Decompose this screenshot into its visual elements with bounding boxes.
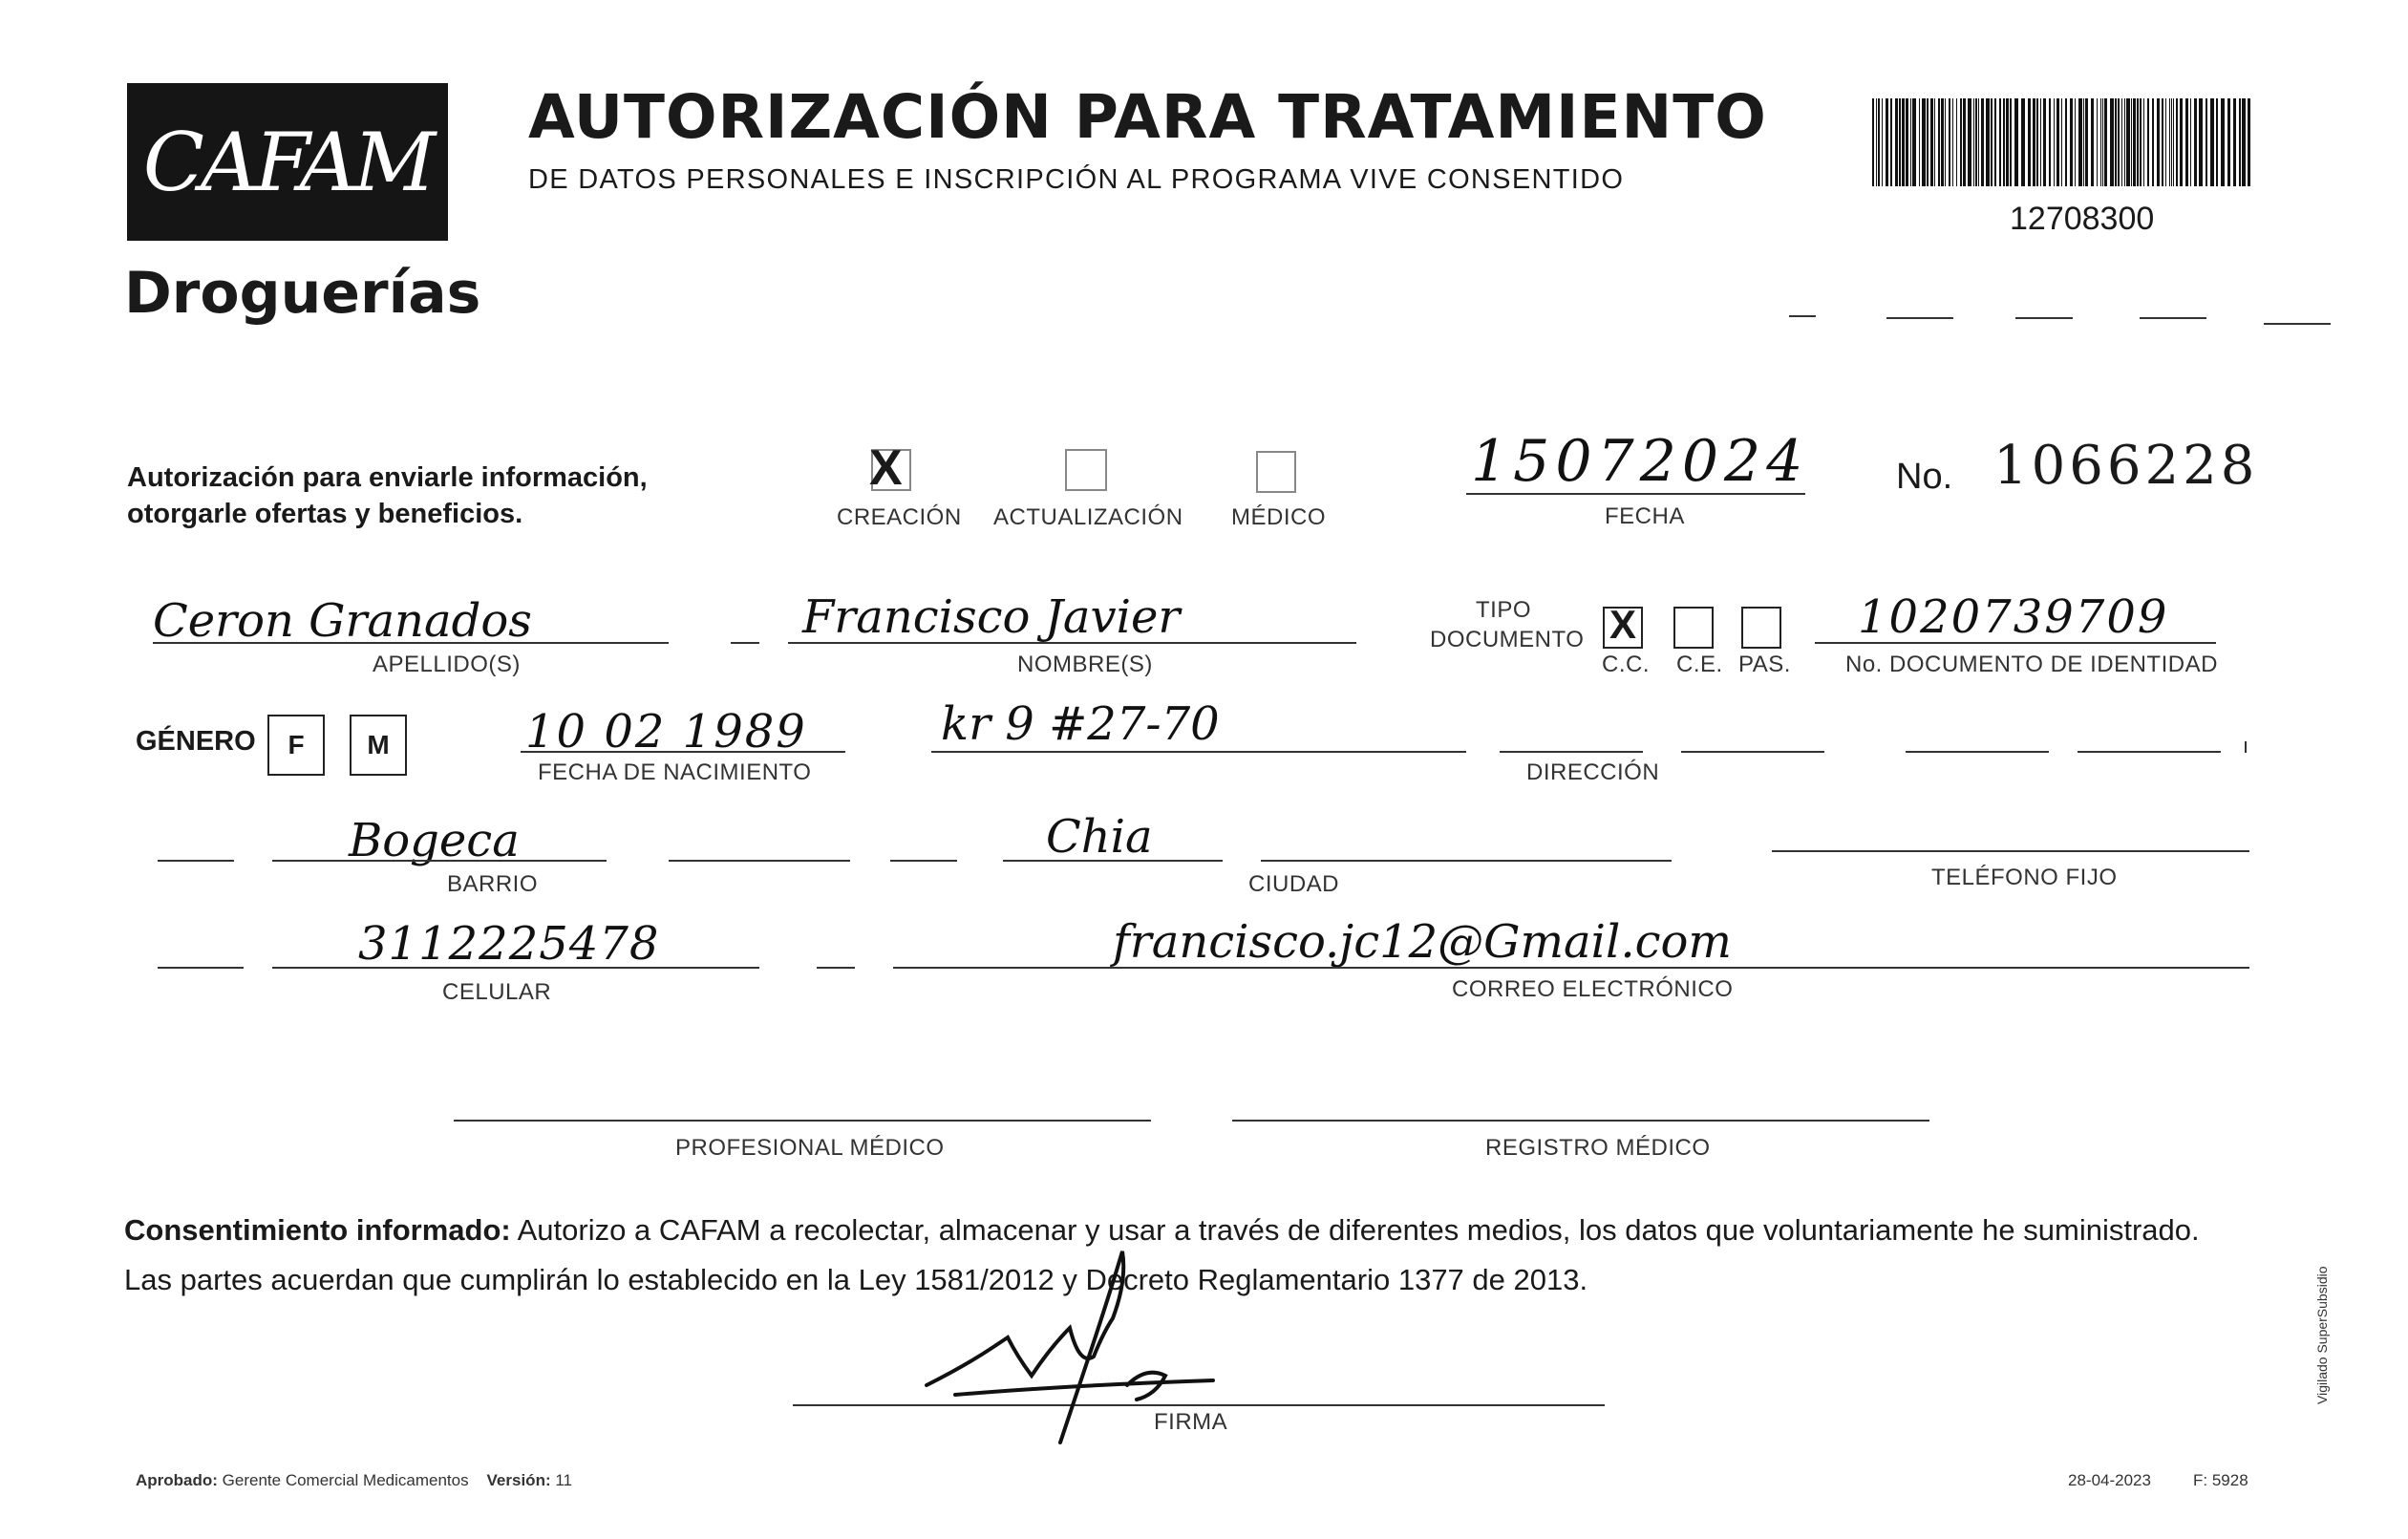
- version-label: Versión:: [486, 1471, 551, 1489]
- footer-form-code: F: 5928: [2193, 1471, 2248, 1489]
- fecha-label: FECHA: [1605, 503, 1685, 529]
- form-number: 1066228: [1993, 435, 2259, 497]
- pas-label: PAS.: [1738, 652, 1791, 677]
- apellidos-value[interactable]: Ceron Granados: [153, 594, 532, 648]
- authorization-text-2: otorgarle ofertas y beneficios.: [127, 499, 523, 529]
- registro-label: REGISTRO MÉDICO: [1485, 1135, 1711, 1161]
- cc-label: C.C.: [1602, 652, 1650, 677]
- consent-text-2: Las partes acuerdan que cumplirán lo establecido en la Ley 1581/2012 y Decreto Reglamentario 1377 de 2013.: [124, 1263, 1588, 1296]
- authorization-text-1: Autorización para enviarle información,: [127, 462, 648, 493]
- aprobado-value: Gerente Comercial Medicamentos: [222, 1471, 469, 1489]
- consent-text-1: Autorizo a CAFAM a recolectar, almacenar y usar a través de diferentes medios, los datos que voluntariamente he suministrado.: [517, 1213, 2200, 1247]
- email-label: CORREO ELECTRÓNICO: [1452, 976, 1734, 1002]
- email-value[interactable]: francisco.jc12@Gmail.com: [1113, 915, 1732, 969]
- pas-checkbox[interactable]: [1741, 607, 1781, 649]
- ce-label: C.E.: [1676, 652, 1723, 677]
- nombres-value[interactable]: Francisco Javier: [802, 590, 1181, 644]
- side-note-container: [2314, 1213, 2333, 1404]
- medico-label: MÉDICO: [1231, 504, 1326, 530]
- tipo-label: TIPO: [1476, 597, 1532, 623]
- genero-f-box[interactable]: F: [267, 715, 325, 776]
- version-value: 11: [555, 1471, 573, 1489]
- city-value[interactable]: Chia: [1046, 810, 1153, 864]
- barcode: [1872, 98, 2254, 186]
- cc-mark: X: [1609, 602, 1637, 647]
- genero-m-box[interactable]: M: [350, 715, 407, 776]
- profesional-label: PROFESIONAL MÉDICO: [675, 1135, 945, 1161]
- nombres-label: NOMBRE(S): [1017, 652, 1153, 677]
- creacion-label: CREACIÓN: [837, 504, 962, 530]
- doc-number-label: No. DOCUMENTO DE IDENTIDAD: [1845, 652, 2218, 677]
- signature-label: FIRMA: [1154, 1409, 1228, 1435]
- ce-checkbox[interactable]: [1673, 607, 1714, 649]
- form-title: AUTORIZACIÓN PARA TRATAMIENTO: [528, 82, 1767, 152]
- cafam-logo: CAFAM: [142, 115, 433, 209]
- logo-subtitle: Droguerías: [124, 260, 481, 327]
- birth-label: FECHA DE NACIMIENTO: [538, 759, 812, 785]
- form-subtitle: DE DATOS PERSONALES E INSCRIPCIÓN AL PROGRAMA VIVE CONSENTIDO: [528, 164, 1625, 195]
- mobile-label: CELULAR: [442, 979, 552, 1005]
- mobile-value[interactable]: 3112225478: [358, 917, 660, 971]
- number-label: No.: [1896, 457, 1953, 497]
- footer-date: 28-04-2023: [2068, 1471, 2151, 1489]
- side-note: Vigilado SuperSubsidio: [2314, 1266, 2330, 1404]
- barcode-number: 12708300: [2010, 201, 2155, 237]
- consent-title: Consentimiento informado:: [124, 1213, 511, 1247]
- barrio-label: BARRIO: [447, 871, 539, 897]
- birth-value[interactable]: 10 02 1989: [525, 705, 807, 759]
- documento-label: DOCUMENTO: [1430, 627, 1585, 652]
- phone-label: TELÉFONO FIJO: [1931, 865, 2118, 890]
- aprobado-label: Aprobado:: [136, 1471, 218, 1489]
- medico-checkbox[interactable]: [1256, 451, 1296, 493]
- footer-aprobado: [136, 1471, 572, 1490]
- barrio-value[interactable]: Bogeca: [349, 814, 520, 867]
- apellidos-label: APELLIDO(S): [373, 652, 521, 677]
- city-label: CIUDAD: [1248, 871, 1340, 897]
- actualizacion-checkbox[interactable]: [1065, 449, 1107, 491]
- genero-label: GÉNERO: [136, 726, 256, 757]
- address-label: DIRECCIÓN: [1526, 759, 1660, 785]
- doc-number-value[interactable]: 1020739709: [1858, 590, 2169, 644]
- fecha-value[interactable]: 15072024: [1471, 428, 1809, 495]
- creacion-mark: X: [869, 440, 903, 496]
- actualizacion-label: ACTUALIZACIÓN: [993, 504, 1183, 530]
- address-value[interactable]: kr 9 #27-70: [941, 697, 1220, 751]
